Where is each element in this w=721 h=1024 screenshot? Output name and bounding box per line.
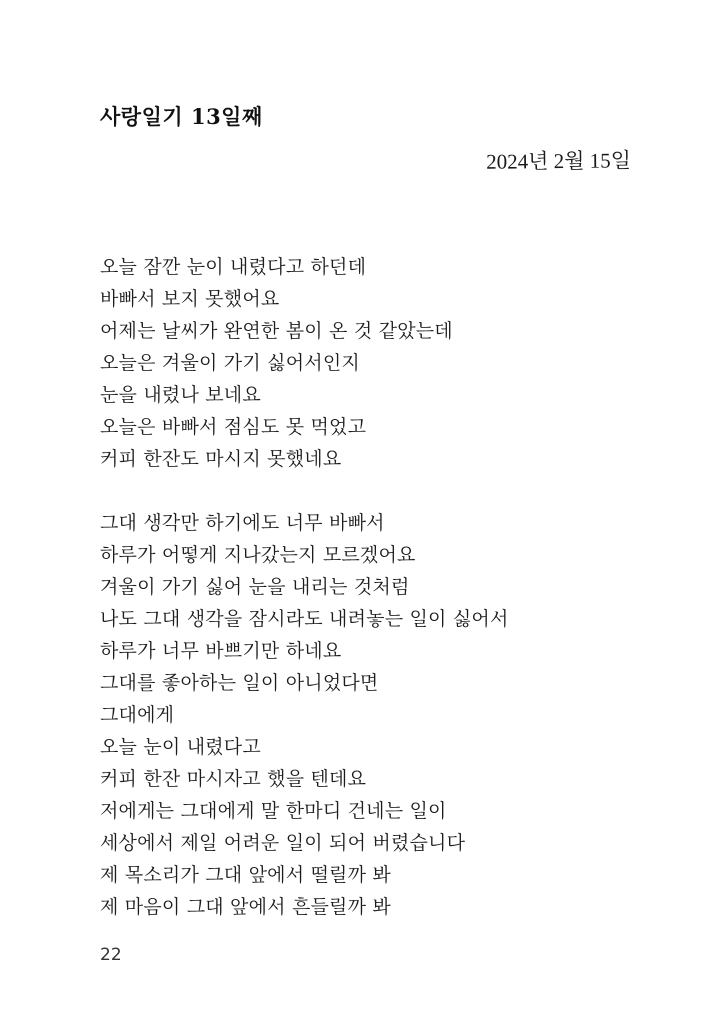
- poem-line: 나도 그대 생각을 잠시라도 내려놓는 일이 싫어서: [100, 608, 509, 630]
- poem-line: 오늘은 겨울이 가기 싫어서인지: [100, 352, 360, 374]
- poem-line: 제 마음이 그대 앞에서 흔들릴까 봐: [100, 896, 391, 918]
- poem-line: 그대 생각만 하기에도 너무 바빠서: [100, 512, 385, 534]
- poem-line: 어제는 날씨가 완연한 봄이 온 것 같았는데: [100, 320, 453, 342]
- poem-line: 눈을 내렸나 보네요: [100, 384, 261, 406]
- poem-line: 커피 한잔도 마시지 못했네요: [100, 448, 342, 470]
- poem-date: 2024년 2월 15일: [486, 148, 632, 174]
- poem-line: 그대를 좋아하는 일이 아니었다면: [100, 672, 379, 694]
- poem-line: 오늘 잠깐 눈이 내렸다고 하던데: [100, 256, 367, 278]
- poem-stanza-2: [100, 507, 641, 923]
- page-content: [100, 0, 641, 923]
- poem-line: 오늘은 바빠서 점심도 못 먹었고: [100, 416, 367, 438]
- poem-title: 사랑일기 13일째: [100, 104, 263, 129]
- poem-line: 세상에서 제일 어려운 일이 되어 버렸습니다: [100, 832, 466, 854]
- poem-line: 겨울이 가기 싫어 눈을 내리는 것처럼: [100, 576, 410, 598]
- poem-line: 하루가 너무 바쁘기만 하네요: [100, 640, 342, 662]
- poem-line: 하루가 어떻게 지나갔는지 모르겠어요: [100, 544, 416, 566]
- page-number: 22: [100, 945, 122, 965]
- poem-line: 그대에게: [100, 704, 175, 726]
- poem-line: 커피 한잔 마시자고 했을 텐데요: [100, 768, 367, 790]
- poem-line: 제 목소리가 그대 앞에서 떨릴까 봐: [100, 864, 391, 886]
- poem-body: [100, 251, 641, 923]
- poem-line: 바빠서 보지 못했어요: [100, 288, 280, 310]
- poem-line: 저에게는 그대에게 말 한마디 건네는 일이: [100, 800, 447, 822]
- poem-line: 오늘 눈이 내렸다고: [100, 736, 261, 758]
- poem-stanza-1: [100, 251, 641, 475]
